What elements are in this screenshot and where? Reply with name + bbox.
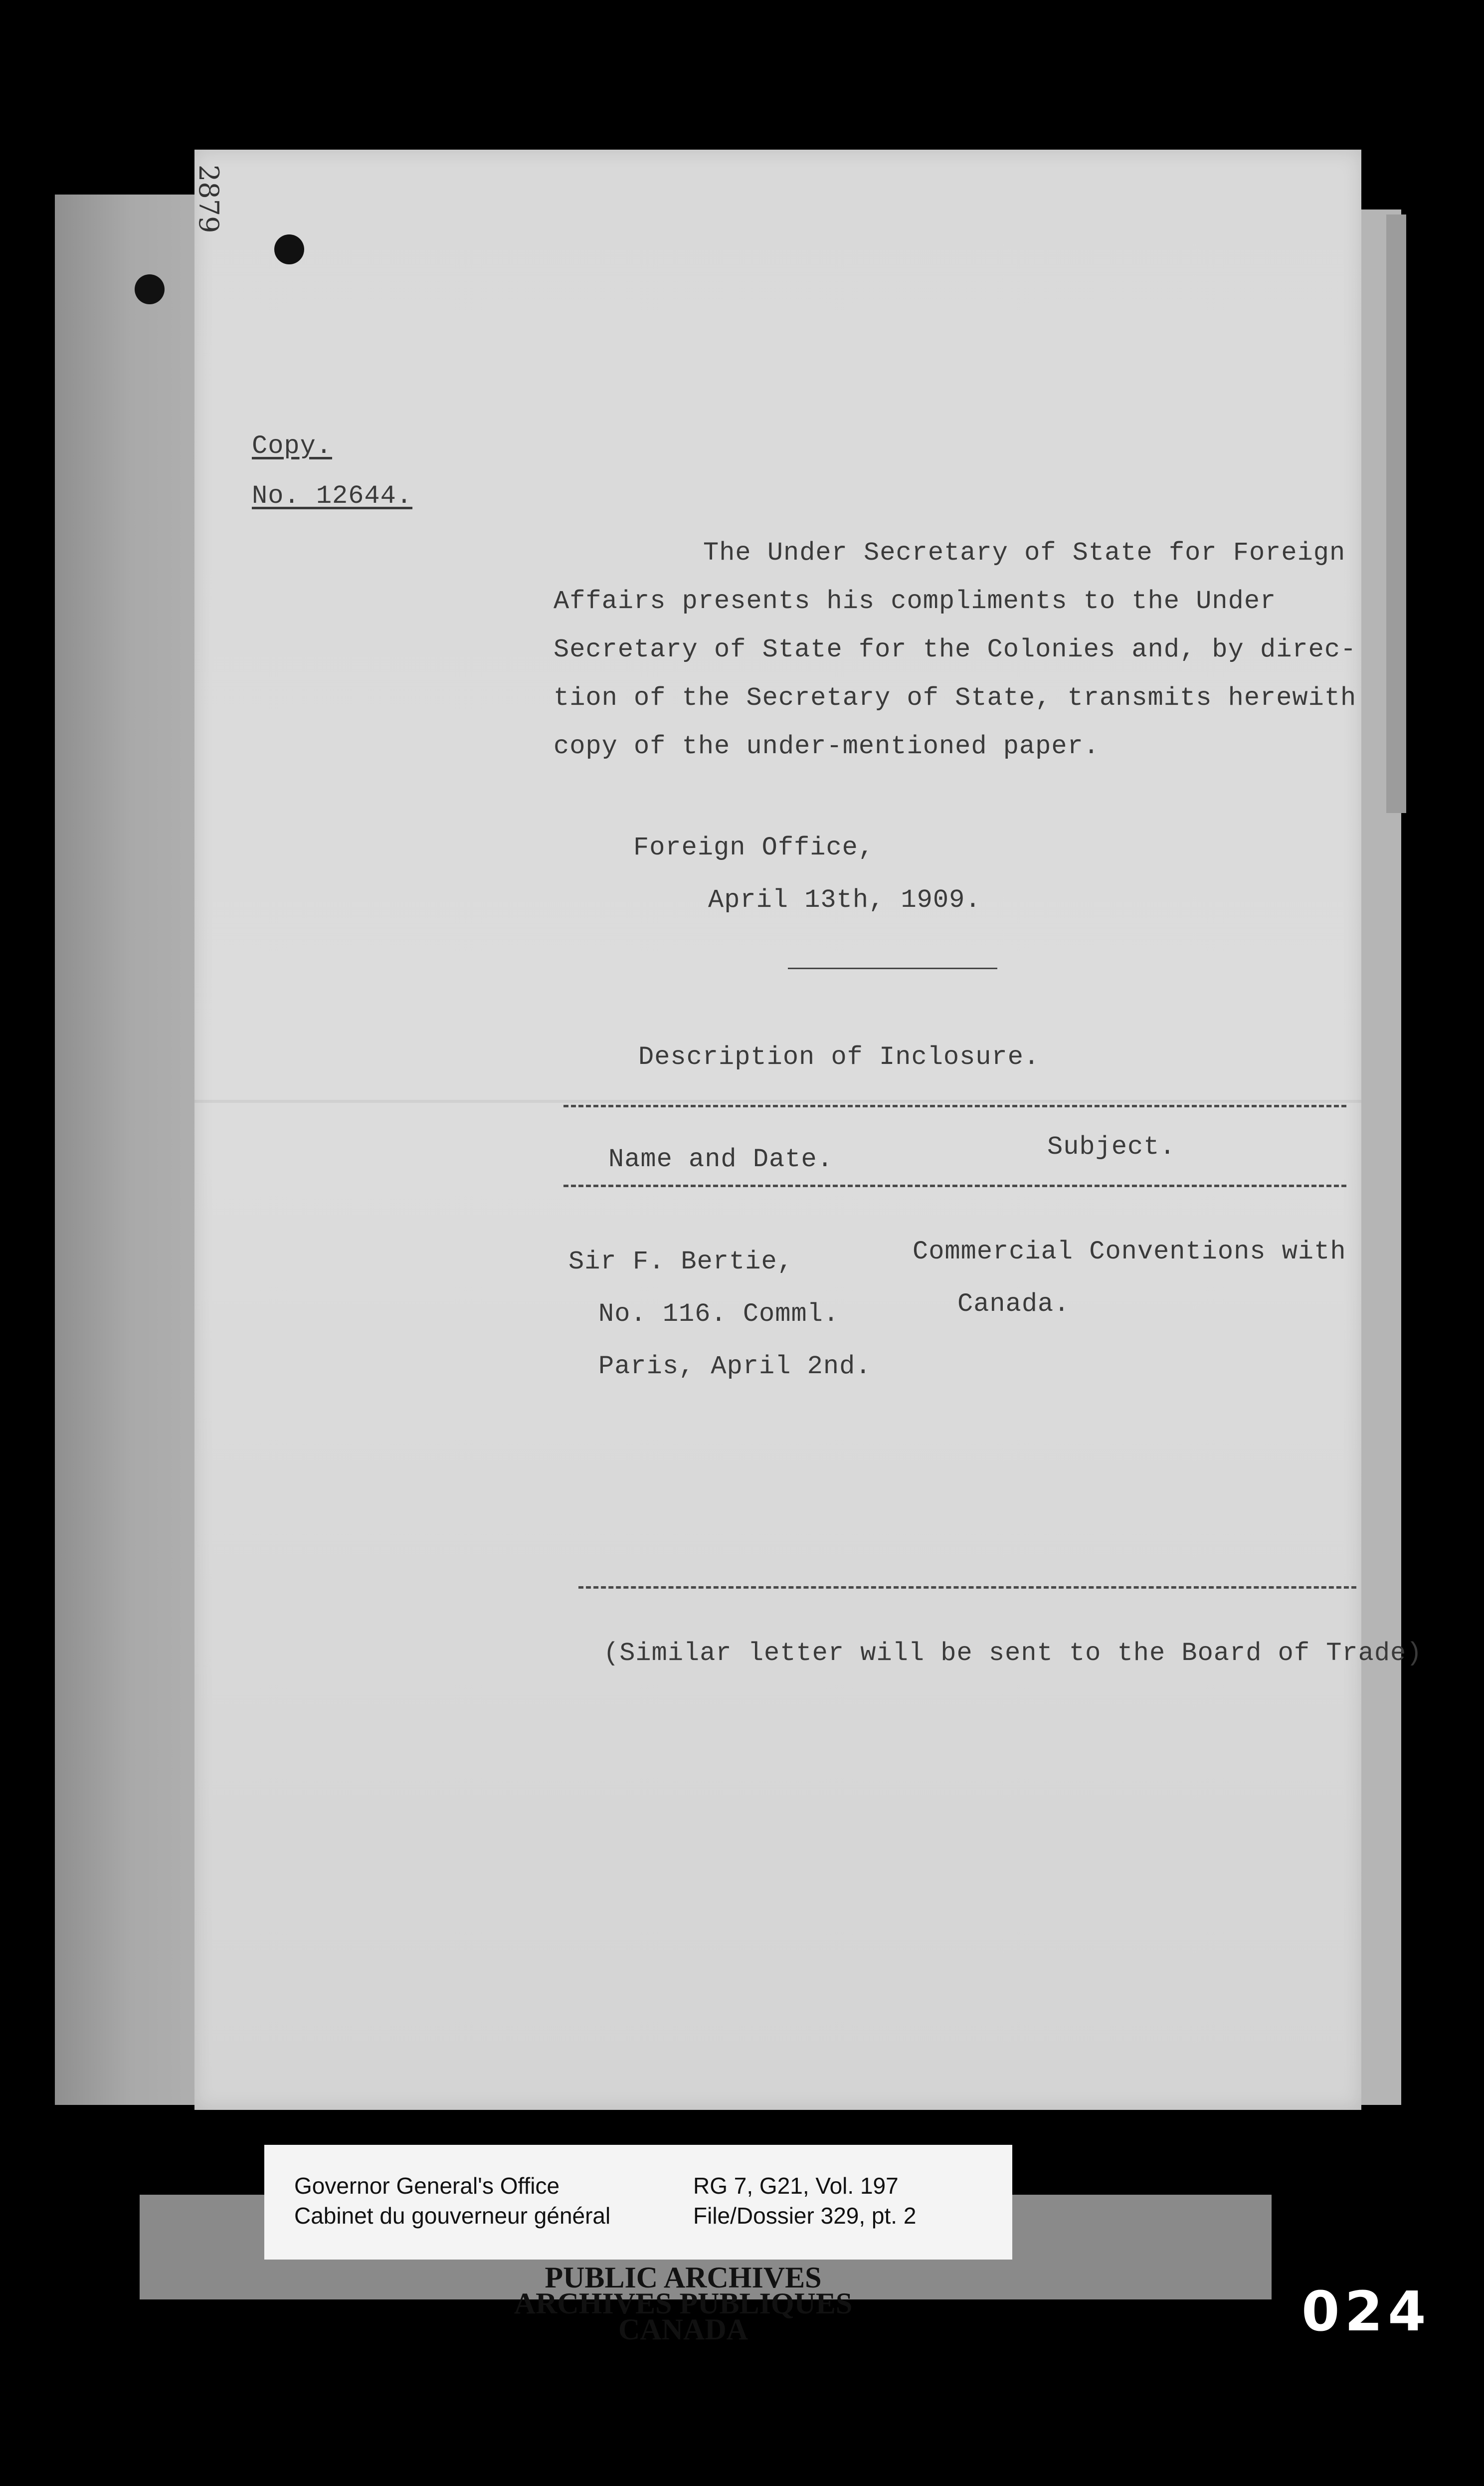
frame-number: 024 [1301, 2279, 1431, 2343]
date-line: April 13th, 1909. [708, 885, 981, 915]
stamp-line: PUBLIC ARCHIVES [545, 2261, 822, 2294]
table-name-line: Paris, April 2nd. [598, 1352, 872, 1381]
punch-hole [274, 234, 304, 264]
body-line: copy of the under-mentioned paper. [554, 732, 1100, 761]
punch-hole [135, 274, 165, 304]
table-header-subject: Subject. [1047, 1132, 1176, 1162]
label-office-en: Governor General's Office [294, 2173, 560, 2199]
table-name-line: Sir F. Bertie, [568, 1247, 793, 1276]
inclosure-heading: Description of Inclosure. [638, 1042, 1040, 1072]
body-line: tion of the Secretary of State, transmits herewith [554, 683, 1357, 713]
stamp-line: CANADA [618, 2313, 748, 2346]
copy-label: Copy. [252, 431, 333, 461]
table-subject-line: Commercial Conventions with [913, 1237, 1346, 1266]
archive-label [264, 2145, 1012, 2260]
separator-rule [788, 968, 997, 969]
table-bottom-rule [578, 1586, 1356, 1589]
label-reference: RG 7, G21, Vol. 197 [693, 2173, 899, 2199]
archives-stamp [459, 2261, 908, 2346]
table-subject-line: Canada. [957, 1289, 1070, 1319]
footnote: (Similar letter will be sent to the Board of Trade) [603, 1639, 1423, 1668]
margin-note: 2879 [193, 165, 224, 233]
body-line: The Under Secretary of State for Foreign [703, 538, 1346, 568]
office-line: Foreign Office, [633, 833, 875, 862]
label-office-fr: Cabinet du gouverneur général [294, 2203, 611, 2229]
body-line: Secretary of State for the Colonies and, by direc- [554, 635, 1357, 664]
table-header-rule [563, 1185, 1346, 1187]
table-name-line: No. 116. Comml. [598, 1299, 840, 1329]
table-top-rule [563, 1105, 1346, 1107]
document-page [193, 150, 1423, 2110]
body-paragraph [554, 529, 1401, 771]
body-line: Affairs presents his compliments to the Under [554, 587, 1277, 616]
label-file: File/Dossier 329, pt. 2 [693, 2203, 917, 2229]
table-header-name: Name and Date. [608, 1145, 833, 1174]
file-number: No. 12644. [252, 481, 413, 511]
stamp-line: ARCHIVES PUBLIQUES [514, 2287, 853, 2320]
fold-line [194, 1100, 1361, 1103]
